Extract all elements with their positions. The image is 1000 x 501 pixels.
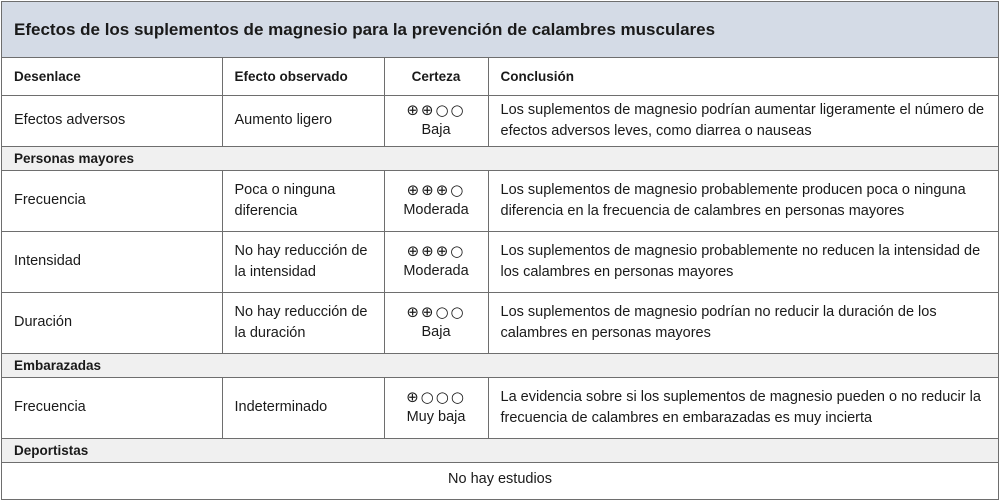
- header-certainty: Certeza: [384, 58, 488, 95]
- header-conclusion: Conclusión: [488, 58, 998, 95]
- conclusion-cell: Los suplementos de magnesio probablemente no reducen la intensidad de los calambres en personas mayores: [488, 231, 998, 292]
- certainty-cell: [384, 377, 488, 438]
- certainty-rating-icon: ⊕⊕⊕○: [406, 181, 466, 199]
- conclusion-cell: Los suplementos de magnesio podrían no reducir la duración de los calambres en personas mayores: [488, 292, 998, 353]
- certainty-rating-icon: ⊕○○○: [406, 388, 466, 406]
- table-row-elderly-duration: [2, 292, 998, 353]
- certainty-cell: [384, 231, 488, 292]
- certainty-label: Moderada: [403, 263, 469, 279]
- certainty-rating-icon: ⊕⊕○○: [406, 101, 466, 119]
- header-outcome: Desenlace: [2, 58, 222, 95]
- effect-cell: No hay reducción de la intensidad: [222, 231, 384, 292]
- effect-cell: No hay reducción de la duración: [222, 292, 384, 353]
- outcome-cell: Intensidad: [2, 231, 222, 292]
- effect-cell: Aumento ligero: [222, 95, 384, 146]
- table-title: Efectos de los suplementos de magnesio para la prevención de calambres musculares: [2, 2, 998, 58]
- evidence-table: [2, 58, 998, 496]
- table-row-pregnant-frequency: [2, 377, 998, 438]
- effect-cell: Poca o ninguna diferencia: [222, 170, 384, 231]
- certainty-label: Baja: [421, 122, 451, 138]
- effect-cell: Indeterminado: [222, 377, 384, 438]
- header-row: [2, 58, 998, 95]
- section-label: Personas mayores: [2, 146, 998, 170]
- certainty-label: Muy baja: [406, 409, 466, 425]
- outcome-cell: Frecuencia: [2, 377, 222, 438]
- table-row-elderly-frequency: [2, 170, 998, 231]
- certainty-cell: [384, 292, 488, 353]
- certainty-label: Moderada: [403, 202, 469, 218]
- section-label: Deportistas: [2, 438, 998, 462]
- outcome-cell: Efectos adversos: [2, 95, 222, 146]
- certainty-cell: [384, 95, 488, 146]
- conclusion-cell: La evidencia sobre si los suplementos de magnesio pueden o no reducir la frecuencia de calambres en embarazadas es muy incierta: [488, 377, 998, 438]
- outcome-cell: Frecuencia: [2, 170, 222, 231]
- certainty-rating-icon: ⊕⊕⊕○: [406, 242, 466, 260]
- section-row-elderly: [2, 146, 998, 170]
- conclusion-cell: Los suplementos de magnesio probablemente producen poca o ninguna diferencia en la frecuencia de calambres en personas mayores: [488, 170, 998, 231]
- conclusion-cell: Los suplementos de magnesio podrían aumentar ligeramente el número de efectos adversos leves, como diarrea o nauseas: [488, 95, 998, 146]
- table-row-no-studies: [2, 462, 998, 496]
- table-row-elderly-intensity: [2, 231, 998, 292]
- section-row-pregnant: [2, 353, 998, 377]
- no-studies-cell: No hay estudios: [2, 462, 998, 496]
- outcome-cell: Duración: [2, 292, 222, 353]
- certainty-cell: [384, 170, 488, 231]
- table-row-adverse-effects: [2, 95, 998, 146]
- certainty-label: Baja: [421, 324, 451, 340]
- section-label: Embarazadas: [2, 353, 998, 377]
- certainty-rating-icon: ⊕⊕○○: [406, 303, 466, 321]
- evidence-table-frame: [1, 1, 999, 500]
- section-row-athletes: [2, 438, 998, 462]
- header-effect: Efecto observado: [222, 58, 384, 95]
